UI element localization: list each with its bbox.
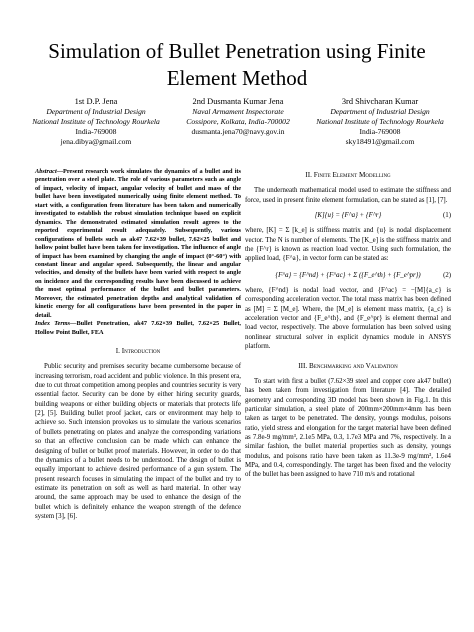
equation-1-number: (1) xyxy=(442,212,451,220)
abstract-text: —Present research work simulates the dynamics of a bullet and its penetration over a steel plate. The role of various parameters such as angle of impact, velocity of impact, angular velocity of bullet and mass of the bullet have been investigated numerically using finite element method. To start with, a configuration from literature has been taken and numerically investigated to establish the robust simulation technique based on explicit dynamics. The demonstrated estimated simulation result agrees to the reported experimental result adequately. Subsequently, various configurations of bullets such as ak47 7.62×39 bullet, 7.62×25 bullet and hollow point bullet have been taken for investigation. The influence of angle of impact has been examined by changing the angle of impact (0°-60°) with constant linear and angular speed. Subsequently, the linear and angular velocities, and density of the bullets have been varied with respect to angle on incidence and the corresponding results have been discussed to achieve the most optimal performance of the bullet and bullet parameters. Moreover, the estimated penetration depths and analytical validation of kinetic energy for all configurations have been presented in the paper in detail. xyxy=(35,168,241,319)
author-3 xyxy=(310,97,450,147)
author-inst: Cossipore, Kolkata, India-700002 xyxy=(186,117,290,126)
author-email: sky18491@gmail.com xyxy=(345,137,415,146)
benchmarking-paragraph: To start with first a bullet (7.62×39 steel and copper core ak47 bullet) has been taken from investigation from literature [4]. The detailed geometry and corresponding 3D model has been shown in Fig.1. In this particular simulation, a steel plate of 200mm×200mm×4mm has been taken as target to be penetrated. The density, youngs modulus, poisons ratio, yield stress and elongation for the target material have been defined as 7.8e-9 mg/mm³, 2.1e5 MPa, 0.3, 1.7e3 MPa and 7%, respectively. In a similar fashion, the bullet material properties such as density, youngs modulus, and poisons ratio have been taken as 11.3e-9 mg/mm³, 1.6e4 MPa, and 0.4, correspondingly. The target has been fixed and the velocity of the bullet has been assigned to have 710 m/s and rotational xyxy=(245,377,451,479)
index-terms-text: —Bullet Penetration, ak47 7.62×39 Bullet, 7.62×25 Bullet, Hollow Point Bullet, FEA xyxy=(35,320,241,336)
author-email: jena.dibya@gmail.com xyxy=(60,137,132,146)
right-column xyxy=(245,168,451,480)
author-dept: Department of Industrial Design xyxy=(46,107,146,116)
equation-2-body: {F^a} = {F^nd} + {F^ac} + Σ ({F_e^th} + {F_e^pr}) xyxy=(275,271,421,279)
fem-paragraph-3: where, {F^nd} is nodal load vector, and {F^ac} = −[M]{a_c} is corresponding acceleration vector. The total mass matrix has been defined as [M] = Σ [M_e]. Where, the [M_e] is element mass matrix, {a_c} is acceleration vector and {F_e^th}, and {F_e^pr} is element thermal and load vector, respectively. The above formulation has been solved using nonlinear structural solver in explicit dynamics module in ANSYS platform. xyxy=(245,287,451,351)
section-heading-fem: II. Finite Element Modelling xyxy=(305,171,391,179)
title-line-1: Simulation of Bullet Penetration using Finite xyxy=(48,39,426,63)
author-dept: Department of Industrial Design xyxy=(330,107,430,116)
author-inst: National Institute of Technology Rourkela xyxy=(32,117,160,126)
equation-2 xyxy=(245,271,451,280)
left-column xyxy=(35,168,241,521)
equation-1 xyxy=(245,211,451,220)
section-heading-benchmarking: III. Benchmarking and Validation xyxy=(298,361,398,370)
abstract-label: Abstract xyxy=(35,168,57,175)
section-heading-introduction: I. Introduction xyxy=(115,347,161,356)
author-name: 2nd Dusmanta Kumar Jena xyxy=(192,97,284,106)
author-inst: National Institute of Technology Rourkela xyxy=(316,117,444,126)
introduction-paragraph: Public security and premises security became cumbersome because of increasing terrorism, road accident and public violence. In this present era, due to cut throat competition among peoples and countries security is very essential factor. Security can be done by either hiring security guards, building weapons or either building objects or materials that protects life [2], [5]. Building bullet proof jacket, cars or environment may help to achieve so. Such intension provokes us to simulate the various scenarios of bullets penetrating on plates and analyze the corresponding variations so that an effective conclusion can be made which can enhance the designing of bullet or bullet proof materials. However, in order to do that the dynamics of a bullet needs to be understood. The design of bullet is equally important to achieve desired performance of a gun system. The present research focuses in simulating the impact of the bullet and try to estimate its penetration on soft as well as hard material. In other way around, the same approach may be used to enhance the design of the bullet which is definitely enhance the weapon strength of the defence system [3], [6]. xyxy=(35,363,241,520)
author-location: India-769008 xyxy=(359,127,401,136)
fem-paragraph-2: where, [K] = Σ [k_e] is stiffness matrix and {u} is nodal displacement vector. The N is number of elements. The [K_e] is the stiffness matrix and the {F^r} is known as reaction load vector. Using such formulation, the applied load, {F^a}, in vector form can be stated as: xyxy=(245,227,451,263)
author-dept: Naval Armament Inspectorate xyxy=(192,107,284,116)
author-location: India-769008 xyxy=(75,127,117,136)
fem-paragraph-1: The underneath mathematical model used to estimate the stiffness and force, used in present finite element formulation, can be stated as [1], [7]. xyxy=(245,187,451,204)
author-name: 3rd Shivcharan Kumar xyxy=(341,97,419,106)
author-block xyxy=(26,97,450,147)
index-terms-label: Index Terms xyxy=(35,320,71,328)
equation-2-number: (2) xyxy=(443,271,451,279)
equation-1-body: [K]{u} = {F^a} + {F^r} xyxy=(314,212,382,220)
index-terms xyxy=(35,320,241,337)
abstract xyxy=(35,168,241,320)
author-1 xyxy=(26,97,166,147)
title-line-2: Element Method xyxy=(166,66,308,90)
author-email: dusmanta.jena70@navy.gov.in xyxy=(191,127,285,136)
paper-title xyxy=(0,38,474,92)
author-2 xyxy=(168,97,308,147)
author-name: 1st D.P. Jena xyxy=(74,97,118,106)
